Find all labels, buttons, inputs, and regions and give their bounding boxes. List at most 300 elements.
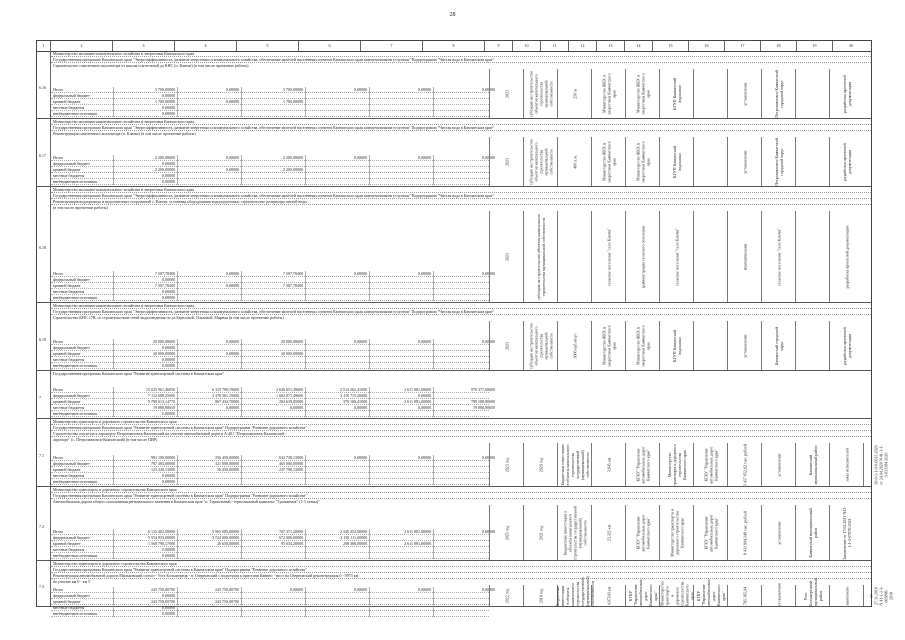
financing-block [51,87,495,117]
financing-value: 56 450,00000 [217,467,239,472]
financing-row [51,363,489,369]
financing-value: 26 650,00000 [217,541,239,546]
financing-value: 0,00000 [162,553,175,558]
row-number: 6.19 [39,337,46,342]
vertical-cell-text: сельское поселение "село Ключи" [674,227,679,286]
financing-value: 3 378 361,19000 [212,393,239,398]
vertical-cell [659,137,693,186]
vertical-cell-text: Министерство транспорта и дорожного строительства Камчатского края [669,508,684,557]
financing-value: 0,00000 [354,455,367,460]
financing-value: 0,00000 [162,479,175,484]
column-number: 1 [37,41,51,51]
vertical-cell [727,585,761,606]
row-description-line: Строительство подъезда к аэропорту Петропавловск-Камчатский на участке автомобильной дороги А-401 "Петропавловск-Камчатский - [51,431,871,437]
row-number-cell [37,419,51,486]
vertical-cell [591,321,625,370]
row-description-line: Государственная программа Камчатского края "Энергоэффективность, развитие энергетики и коммунального хозяйства, обеспечение жителей населенных пунктов Камчатского края коммунальными услугами" Подпрограмма "Чистая вода в Камчатском крае" [51,193,871,199]
financing-source-label: федеральный бюджет [53,345,90,350]
financing-value: 0,00000 [162,289,175,294]
row-number: 6.18 [39,245,46,250]
vertical-cell-text: 2022 год [504,588,509,603]
financing-source-label: федеральный бюджет [53,393,90,398]
financing-value: 0,00000 [418,393,431,398]
financing-value: 0,00000 [418,87,431,92]
financing-source-label: краевой бюджет [53,167,81,172]
table-row [37,187,871,303]
vertical-cell [727,505,761,560]
vertical-cell-text: субсидия на строительство объектов капитального строительства муниципальной собственности [528,322,553,369]
row-number: 7.3 [39,584,44,589]
financing-source-label: краевой бюджет [53,99,81,104]
financing-value: 0,00000 [354,155,367,160]
financing-value: 0,00000 [162,547,175,552]
vertical-cell-text: установление [742,333,747,358]
financing-source-label: Итого [53,155,64,160]
vertical-cell-text: Камчатский городской округ [773,326,784,365]
financing-value: 243 750,00700 [151,587,175,592]
financing-source-label: федеральный бюджет [53,593,90,598]
row-description-line: Реконструкция автомобильной дороги Мильковский совхоз - Усть-Большерецк - п. Озерновский с подъездом к пристани Кавино - мост на Озерновский реконструкция 0 - 0973 км [51,573,871,579]
vertical-cell-text: Министерство транспорта и дорожного строительства Камчатского края [666,443,687,486]
financing-value: 2 200,00000 [155,155,175,160]
financing-value: 2 200,00000 [283,167,303,172]
financing-value: 0,00000 [418,405,431,410]
financing-row [51,411,489,417]
vertical-cell [795,443,829,486]
vertical-cell [795,69,829,118]
row-number: 6.17 [39,153,46,158]
vertical-cell-text: 3 417 652,62 тыс. рублей [742,443,747,486]
financing-value: 0,00000 [226,99,239,104]
financing-value: 0,00000 [226,167,239,172]
column-number: 3 [113,41,175,51]
row-description-line: Министерство жилищно-коммунального хозяйства и энергетики Камчатского края [51,187,871,193]
vertical-cell [795,577,829,606]
financing-source-label: внебюджетные источники [53,553,98,558]
financing-value: 6 122 402,00000 [148,529,175,534]
row-description-line: Министерство жилищно-коммунального хозяйства и энергетики Камчатского края [51,303,871,309]
financing-source-label: Итого [53,587,64,592]
vertical-cell [523,585,557,606]
financing-value: 1 682 071,49600 [276,393,303,398]
vertical-cell-text: Усть-Большерецкий муниципальный район [802,577,823,606]
table-row [37,371,871,419]
financing-source-label: внебюджетные источники [53,479,98,484]
financing-value: 0,00000 [162,93,175,98]
vertical-cell-text: 2021 год [538,525,543,540]
financing-value: 7 507,78400 [283,271,303,276]
financing-value: 0,00000 [482,339,495,344]
vertical-cell-text: 795 165,04 [742,586,747,605]
column-number: 15 [653,41,689,51]
financing-value: 379 168,41000 [343,399,367,404]
financing-value: 0,00000 [162,593,175,598]
financing-source-label: краевой бюджет [53,467,81,472]
table-row [37,303,871,371]
financing-source-label: краевой бюджет [53,599,81,604]
vertical-cell [557,505,591,560]
financing-value: 256 450,00000 [215,455,239,460]
vertical-cell-text: Бюджетные инвестиции в объекты капитального строительства государственной (муниципальной) собственности [559,443,590,486]
vertical-cell [557,321,591,370]
vertical-cell-text: установление [776,582,781,606]
vertical-cell [761,505,795,560]
financing-value: 0,00000 [418,155,431,160]
vertical-cell [489,69,523,118]
vertical-cell-text: 2023 [504,252,509,261]
page-number: 28 [449,12,456,18]
financing-source-label: местные бюджеты [53,605,85,610]
vertical-cell [557,443,591,486]
vertical-cell [554,575,595,606]
financing-value: 0,00000 [482,529,495,534]
vertical-cell-text: 3,645 км [606,457,611,472]
vertical-cell [863,585,897,606]
financing-source-label: внебюджетные источники [53,111,98,116]
financing-value: 0,00000 [162,411,175,416]
vertical-cell [693,321,727,370]
financing-block [51,155,495,185]
column-number: 8 [423,41,485,51]
financing-value: 20 000,00000 [153,339,175,344]
column-number: 20 [849,43,853,48]
column-number: 9 [485,41,513,51]
financing-value: 2 514 262,41000 [340,387,367,392]
financing-value: 2 158 111,00000 [340,535,367,540]
vertical-cell [727,211,761,302]
vertical-cell [761,443,795,486]
vertical-cell [829,443,863,486]
row-description-line: Реконструкция водопровода и водоочистных сооружений с. Ключи, установка оборудования водоподготовки, строительство резервуара чистой воды [51,199,871,205]
vertical-cell [659,580,694,606]
vertical-cell-text: 2023 [504,157,509,166]
row-description-line: (в том числе проектные работы) [53,205,108,210]
financing-value: 0,00000 [418,339,431,344]
financing-value: 208 368,00000 [343,541,367,546]
investment-table [36,40,893,616]
financing-value: 7 507,78400 [155,271,175,276]
vertical-cell-text: Заключение от 17.02.2021 N41-1-1-3-07876-2021 [841,505,852,560]
financing-row [51,179,489,185]
row-number-cell [37,371,51,418]
financing-value: 0,00000 [162,611,175,616]
vertical-cell-text: Петропавловск-Камчатский городской округ [773,69,784,118]
financing-row [51,479,489,485]
financing-value: 2 611 881,00000 [404,541,431,546]
financing-value: 672 000,00000 [279,535,303,540]
financing-source-label: внебюджетные источники [53,411,98,416]
financing-value: 5 789 613,14770 [148,399,175,404]
column-number: 14 [625,41,653,51]
vertical-cell [557,69,591,118]
financing-value: 5 554 933,00000 [148,535,175,540]
vertical-cell [693,443,727,486]
vertical-cell [659,211,693,302]
vertical-cell-text: выполнено [844,586,849,605]
vertical-cell-text: 2019 год [538,588,543,603]
vertical-cell [829,321,863,370]
vertical-cell [727,69,761,118]
row-number-cell [37,561,51,606]
financing-value: 0,00000 [162,345,175,350]
financing-value: 15 025 961,46056 [146,387,175,392]
financing-value: 20 000,00000 [281,339,303,344]
column-number: 5 [237,41,299,51]
vertical-cell [489,443,523,486]
vertical-cell [625,443,659,486]
financing-source-label: местные бюджеты [53,105,85,110]
financing-value: 0,00000 [162,357,175,362]
row-description-line: аэропорт" (с. Петропавловск-Камчатский) (в том числе ПИР) [53,437,158,442]
vertical-cell [625,505,659,560]
column-number: 18 [761,41,797,51]
financing-source-label: Итого [53,339,64,344]
financing-block [51,387,495,417]
financing-value: 0,00000 [418,587,431,592]
financing-value: 0,00000 [354,87,367,92]
column-number: 7 [361,41,423,51]
vertical-cell [761,137,795,186]
vertical-cell [727,443,761,486]
vertical-cell-text: 3000 куб.м/сут [572,333,577,358]
financing-value: 789 188,90000 [471,399,495,404]
vertical-cell-text: КГУП Камчатский водоканал [671,145,682,178]
vertical-cell [727,137,761,186]
vertical-cell [693,578,727,606]
financing-value: 1 700,00000 [283,87,303,92]
row-description-line: Государственная программа Камчатского края "Энергоэффективность, развитие энергетики и коммунального хозяйства, обеспечение жителей населенных пунктов Камчатского края коммунальными услугами" Подпрограмма "Чистая вода в Камчатском крае" [51,125,871,131]
financing-value: 787 483,00000 [151,461,175,466]
financing-source-label: внебюджетные источники [53,295,98,300]
financing-source-label: федеральный бюджет [53,535,90,540]
financing-value: 1 700,00000 [155,99,175,104]
row-description-line: Министерство жилищно-коммунального хозяйства и энергетики Камчатского края [51,51,871,57]
vertical-cell-text: заказ исполнителей [844,447,849,482]
financing-source-label: местные бюджеты [53,405,85,410]
financing-source-label: внебюджетные источники [53,611,98,616]
vertical-cell [591,69,625,118]
financing-value: 0,00000 [162,161,175,166]
financing-value: 0,00000 [226,155,239,160]
vertical-cell-text: Министерство ЖКХ и энергетики Камчатского края [601,324,616,367]
financing-source-label: краевой бюджет [53,541,81,546]
vertical-cell-text: Камчатский муниципальный район [807,445,818,484]
financing-value: 0,00000 [226,283,239,288]
financing-row [51,611,489,617]
row-description-line: Реконструкция самотечного коллектора (п. Ключи) (в том числе проектные работы) [53,131,196,136]
vertical-cell [591,137,625,186]
financing-value: 79 880,90650 [153,405,175,410]
vertical-cell [829,211,863,302]
vertical-cell [523,211,557,302]
vertical-cell-text: Министерство транспорта и дорожного строительства Камчатского края [659,580,694,606]
financing-value: 20 000,00000 [153,351,175,356]
vertical-cell [829,585,863,606]
financing-value: 0,00000 [354,339,367,344]
row-description-line: Государственная программа Камчатского края "Энергоэффективность, развитие энергетики и коммунального хозяйства, обеспечение жителей населенных пунктов Камчатского края коммунальными услугами" Подпрограмма "Чистая вода в Камчатском крае" [51,57,871,63]
vertical-cell-text: КГКУ "Управление автомобильных дорог Камчатского края" [703,513,718,552]
financing-value: 7 152 688,25600 [148,393,175,398]
financing-value: 0,00000 [482,155,495,160]
vertical-cell [761,582,795,606]
financing-value: 0,00000 [226,351,239,356]
row-description-line: Государственная программа Камчатского края "Развитие транспортной системы в Камчатском крае" [53,371,225,376]
financing-source-label: краевой бюджет [53,283,81,288]
vertical-cell [489,505,523,560]
vertical-cell-text: 4,97243 км [606,586,611,605]
vertical-cell-text: 2023 год [504,457,509,472]
vertical-cell-text: разработка проектной документации [841,142,852,181]
financing-value: 0,00000 [226,271,239,276]
table-row [37,119,871,187]
vertical-cell [523,505,557,560]
vertical-cell [659,505,693,560]
row-description-line: Министерство транспорта и дорожного строительства Камчатского края [51,419,871,425]
row-number: 7.2 [39,524,44,529]
vertical-cell-text: установление [742,81,747,106]
vertical-cell [489,137,523,186]
vertical-cell [761,211,795,302]
financing-source-label: внебюджетные источники [53,179,98,184]
financing-value: 0,00000 [162,173,175,178]
vertical-cell-text: КГКУ "Управление автомобильных дорог Камчатского края" [695,578,726,606]
vertical-cell-text: 2020 год [538,457,543,472]
financing-value: 2 611 881,00000 [404,387,431,392]
vertical-cell [523,69,557,118]
financing-source-label: Итого [53,87,64,92]
row-number-cell [37,303,51,370]
vertical-cell [625,69,659,118]
vertical-cell-text: сельское поселение "село Ключи" [606,227,611,286]
vertical-cell-text: от 27.11.2018 N 41-1-1-3-005896-2018 [868,585,893,606]
vertical-cell [489,321,523,370]
financing-value: 0,00000 [162,277,175,282]
financing-value: 767 371,20000 [279,529,303,534]
financing-source-label: местные бюджеты [53,547,85,552]
vertical-cell [829,137,863,186]
vertical-cell [659,321,693,370]
financing-value: 5 965 085,00000 [212,529,239,534]
row-number-cell [37,187,51,302]
row-number: 7 [39,395,41,400]
financing-row [51,553,489,559]
vertical-cell-text: разработка проектной документации [841,74,852,113]
financing-value: 0,00000 [290,405,303,410]
vertical-cell [591,443,625,486]
financing-value: 0,00000 [162,179,175,184]
financing-row [51,295,489,301]
financing-value: 0,00000 [162,473,175,478]
vertical-cell-text: Министерство ЖКХ и энергетики Камчатского края [601,72,616,115]
vertical-cell-text: КГУП Камчатский водоканал [671,77,682,110]
financing-value: 2 340 454,00000 [340,529,367,534]
financing-value: 0,00000 [162,363,175,368]
financing-value: 79 880,90650 [473,405,495,410]
financing-value: 2 611 881,00000 [404,399,431,404]
financing-value: 2 200,00000 [155,167,175,172]
vertical-cell-text: Министерство ЖКХ и энергетики Камчатского края [601,140,616,183]
vertical-cell [693,505,727,560]
financing-value: 7 507,78400 [283,283,303,288]
financing-value: 0,00000 [418,455,431,460]
vertical-cell-text: 30-0-1-1-0-0-0015-2020 от 24.04.2020 N 41-1-1-3-033184-2020 [873,444,888,485]
row-number-cell [37,119,51,186]
column-number: 4 [175,41,237,51]
financing-value: 0,00000 [162,605,175,610]
financing-block [51,587,495,617]
table-row [37,51,871,119]
financing-value: 3 724 000,00000 [212,535,239,540]
table-row [37,487,871,561]
financing-value: 20 000,00000 [281,351,303,356]
vertical-cell-text: субсидия на строительство объектов капитального строительства муниципальной собственности [528,138,553,185]
vertical-cell [625,321,659,370]
financing-source-label: федеральный бюджет [53,161,90,166]
financing-value: 0,00000 [482,587,495,592]
vertical-cell-text: субсидия на строительство объектов капитального строительства муниципальной собственности [535,213,546,300]
column-number: 17 [725,41,761,51]
financing-value: 0,00000 [354,405,367,410]
vertical-cell-text: установление [776,452,781,477]
row-description-line: Строительство КНС-17В, со строительством сетей водоотведения по ул.Березовой, Ольховой, Мирная (в том числе проектные работы) [53,315,284,320]
financing-value: 95 634,20000 [281,541,303,546]
vertical-cell-text: установление [776,520,781,545]
financing-source-label: федеральный бюджет [53,93,90,98]
financing-value: 465 000,00000 [279,461,303,466]
vertical-cell-text: Министерство ЖКХ и энергетики Камчатского края [635,324,650,367]
vertical-cell [523,443,557,486]
vertical-cell [625,211,659,302]
financing-value: 2 200,00000 [283,155,303,160]
vertical-cell [591,585,625,606]
financing-source-label: федеральный бюджет [53,277,90,282]
financing-source-label: федеральный бюджет [53,461,90,466]
financing-value: 243 750,00700 [215,599,239,604]
vertical-cell-text: 400 п.м. [572,154,577,169]
financing-value: 0,00000 [418,271,431,276]
vertical-cell-text: Камчатский муниципальный район [807,507,818,558]
financing-value: 1 700,00000 [155,87,175,92]
financing-source-label: Итого [53,271,64,276]
financing-value: 2 626 651,39600 [276,387,303,392]
financing-value: 243 750,00700 [151,599,175,604]
row-number-cell [37,487,51,560]
financing-value: 981 190,00000 [151,455,175,460]
vertical-cell-text: Министерство ЖКХ и энергетики Камчатского края [635,140,650,183]
vertical-cell [625,578,659,606]
vertical-cell-text: 8 411 904,148 тыс. рублей [742,510,747,555]
row-description-line: Министерство транспорта и дорожного строительства Камчатского края [51,561,871,567]
vertical-cell-text: Бюджетные инвестиции в объекты капитального строительства государственной (муниципальной) собственности [562,505,587,560]
vertical-cell [489,585,523,606]
row-number-cell [37,51,51,118]
vertical-cell [489,211,523,302]
column-number: 13 [597,41,625,51]
vertical-cell-text: Министерство ЖКХ и энергетики Камчатского края [635,72,650,115]
financing-block [51,271,495,301]
row-description-line: Государственная программа Камчатского края "Энергоэффективность, развитие энергетики и коммунального хозяйства, обеспечение жителей населенных пунктов Камчатского края коммунальными услугами" Подпрограмма "Чистая вода в Камчатском крае" [51,309,871,315]
vertical-cell-text: 2023 [504,341,509,350]
vertical-cell [761,69,795,118]
column-number: 12 [569,41,597,51]
vertical-cell [625,137,659,186]
vertical-cell-text: администрация сельского поселения [640,225,645,288]
vertical-cell [863,443,897,486]
vertical-cell-text: субсидия на строительство объектов капитального строительства муниципальной собственности [528,70,553,117]
vertical-cell-text: разработка проектной документации [841,326,852,365]
vertical-cell-text: муниципальная [742,243,747,270]
row-description-line: Государственная программа Камчатского края "Развитие транспортной системы в Камчатском крае" Подпрограмма "Развитие дорожного хозяйства" [51,567,871,573]
